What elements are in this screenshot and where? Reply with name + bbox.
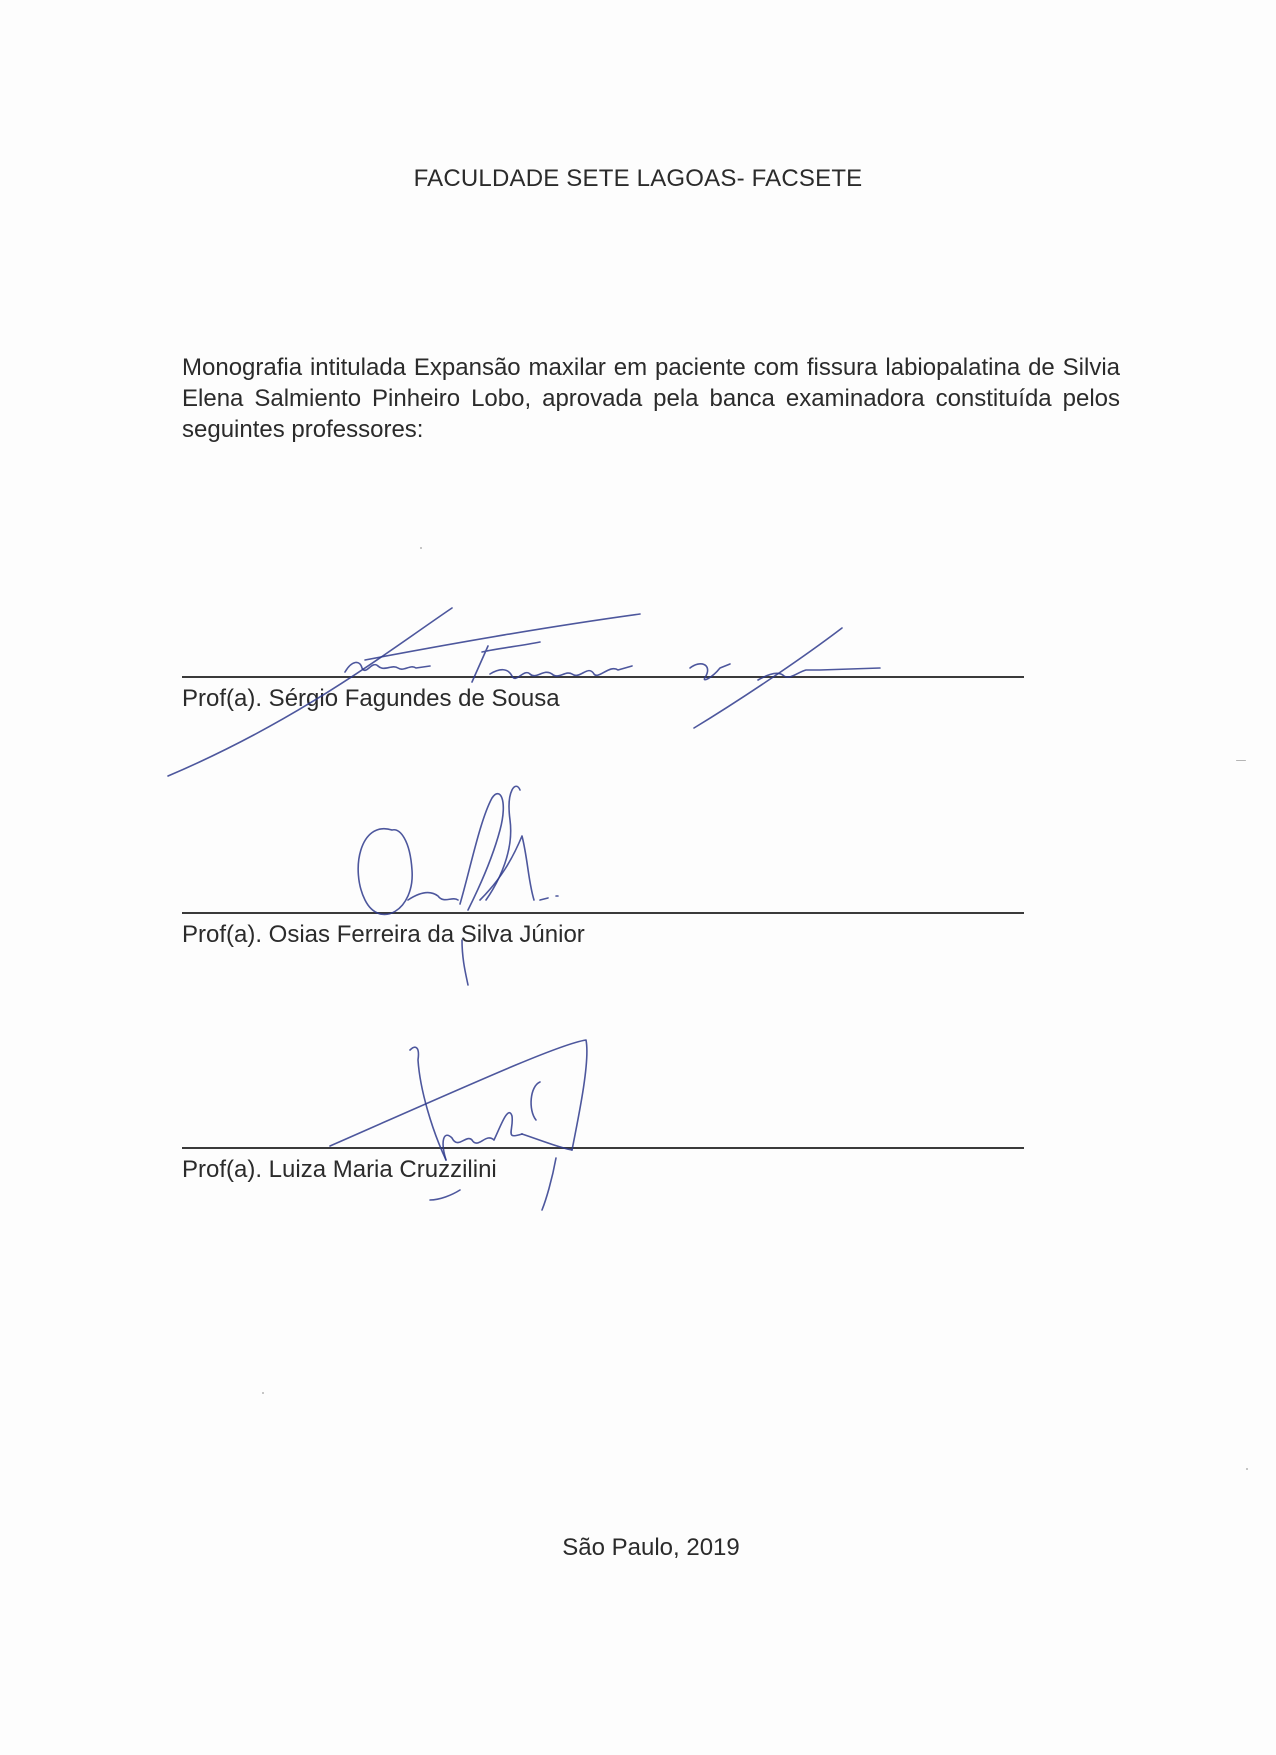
approval-paragraph: Monografia intitulada Expansão maxilar em paciente com fissura labiopalatina de Silvia Elena Salmiento Pinheiro Lobo, aprovada pela banca examinadora constituída pelos seguintes professores: <box>182 354 1120 443</box>
signature-line <box>182 676 1024 678</box>
signature-line <box>182 912 1024 914</box>
institution-title: FACULDADE SETE LAGOAS- FACSETE <box>413 165 863 192</box>
signature-luiza <box>330 1040 587 1210</box>
signature-block-2 <box>182 912 1024 949</box>
signature-osias <box>358 786 558 985</box>
signature-block-3 <box>182 1147 1024 1184</box>
scan-speck <box>1246 1468 1248 1470</box>
place-date: São Paulo, 2019 <box>562 1534 740 1561</box>
signatory-name: Prof(a). Luiza Maria Cruzzilini <box>182 1156 497 1183</box>
scan-speck <box>1236 760 1246 761</box>
signature-line <box>182 1147 1024 1149</box>
signatory-name: Prof(a). Osias Ferreira da Silva Júnior <box>182 921 585 948</box>
scan-speck <box>262 1392 264 1394</box>
signature-block-1 <box>182 676 1024 713</box>
signatory-name: Prof(a). Sérgio Fagundes de Sousa <box>182 685 560 712</box>
scan-speck <box>420 547 422 549</box>
